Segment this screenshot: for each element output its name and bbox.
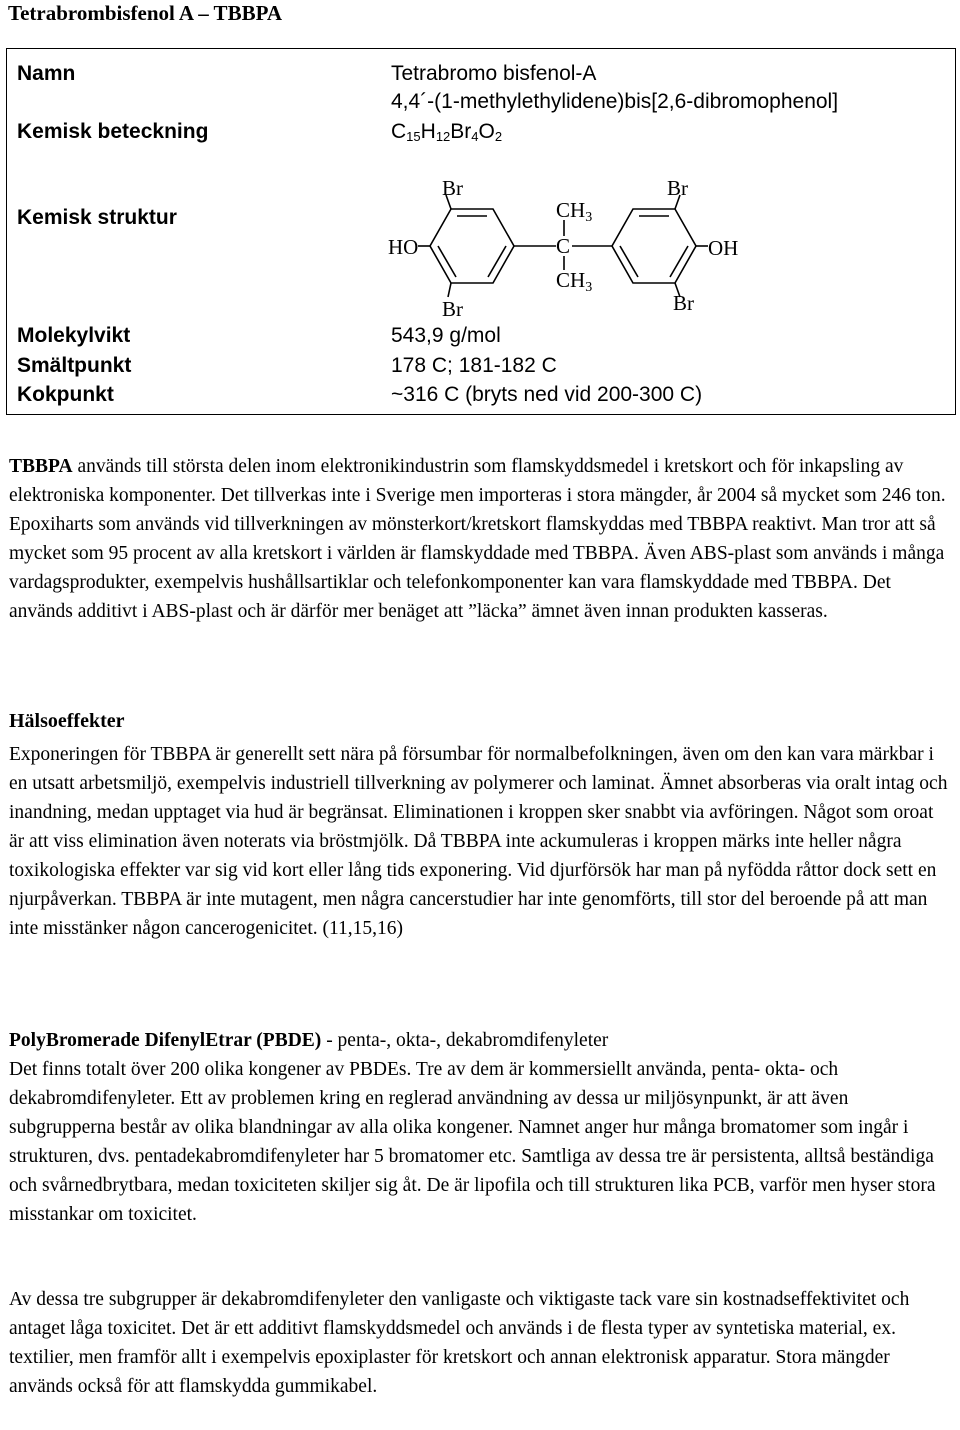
chemical-formula: $C_{15}H_{12}Br_4O_2$: [391, 120, 503, 144]
structure-label: Kemisk struktur: [17, 206, 177, 229]
atom-br-bottom-left: Br: [442, 297, 463, 321]
right-benzene-ring: [612, 209, 696, 283]
atom-ch3-bottom: CH3: [556, 268, 593, 295]
atom-ho: HO: [388, 235, 419, 259]
atom-ch3-top: CH3: [556, 198, 593, 225]
molecular-weight-value: 543,9 g/mol: [391, 324, 501, 347]
atom-br-top-left: Br: [442, 176, 463, 200]
atom-br-top-right: Br: [667, 176, 688, 200]
boiling-point-value: ~316 C (bryts ned vid 200-300 C): [391, 383, 703, 406]
pbde-heading: PolyBromerade DifenylEtrar (PBDE): [9, 1030, 322, 1051]
molecular-weight-label: Molekylvikt: [17, 324, 131, 347]
atom-br-bottom-right: Br: [673, 291, 694, 315]
intro-paragraph: TBBPA används till största delen inom elektronikindustrin som flamskyddsmedel i kretskort och för inkapsling av elektroniska komponenter. Det tillverkas inte i Sverige men importeras i stora mängder, år 2004 så mycket som 246 ton. Epoxiharts som används vid tillverkningen av mönsterkort/kretskort flamskyddas med TBBPA reaktivt. Man tror att så mycket som 95 procent av alla kretskort i världen är flamskyddade med TBBPA. Även ABS-plast som används i många vardagsprodukter, exempelvis hushållsartiklar och telefonkomponenter kan vara flamskyddade med TBBPA. Det används additivt i ABS-plast och är därför mer benäget att ”läcka” ämnet även innan produkten kasseras.: [9, 456, 946, 622]
chemical-label: Kemisk beteckning: [17, 120, 209, 143]
boiling-point-label: Kokpunkt: [17, 383, 114, 406]
name-value-common: Tetrabromo bisfenol-A: [391, 62, 597, 85]
document-title: Tetrabrombisfenol A – TBBPA: [8, 1, 283, 25]
tbbpa-structure-diagram: [386, 173, 766, 321]
melting-point-label: Smältpunkt: [17, 354, 132, 377]
intro-lead: TBBPA: [9, 456, 73, 477]
deka-paragraph: Av dessa tre subgrupper är dekabromdifenyleter den vanligaste och viktigaste tack vare sin kostnadseffektivitet och antaget låga toxicitet. Det är ett additivt flamskyddsmedel och används i de flesta typer av syntetiska material, ex. textilier, men framför allt i exempelvis epoxiplaster för kretskort och annan elektronisk apparatur. Stora mängder används också för att flamskydda gummikabel.: [9, 1289, 910, 1397]
melting-point-value: 178 C; 181-182 C: [391, 354, 557, 377]
atom-c-center: C: [556, 234, 571, 258]
left-benzene-ring: [430, 209, 514, 283]
pbde-paragraph: PolyBromerade DifenylEtrar (PBDE) - penta-, okta-, dekabromdifenyleter Det finns totalt över 200 olika kongener av PBDEs. Tre av dem är kommersiellt använda, penta- okta- och dekabromdifenyleter. Ett av problemen kring en reglerad användning av dessa ur miljösynpunkt, är att även subgrupperna består av olika blandningar av alla olika kongener. Namnet anger hur många bromatomer som ingår i strukturen, dvs. pentadekabromdifenyleter har 5 bromatomer etc. Samtliga av dessa tre är persistenta, alltså beständiga och svårnedbrytbara, medan toxiciteten skiljer sig åt. De är lipofila och till strukturen lika PCB, varför men hyser stora misstankar om toxicitet.: [9, 1030, 936, 1225]
health-paragraph: Exponeringen för TBBPA är generellt sett nära på försumbar för normalbefolkningen, även om den kan vara märkbar i en utsatt arbetsmiljö, exempelvis industriell tillverkning av polymerer och laminat. Ämnet absorberas via oralt intag och inandning, medan upptaget via hud är begränsat. Eliminationen i kroppen sker snabbt via avföringen. Något som oroat är att viss elimination även noterats via bröstmjölk. Då TBBPA inte ackumuleras i kroppen märks inte heller några toxikologiska effekter var sig vid kort eller lång tids exponering. Vid djurförsök har man på nyfödda råttor dock sett en njurpåverkan. TBBPA är inte mutagent, men några cancerstudier har inte genomförts, till stor del beroende på att man inte misstänker någon cancerogenicitet. (11,15,16): [9, 744, 948, 939]
name-label: Namn: [17, 62, 76, 85]
pbde-heading-tail: - penta-, okta-, dekabromdifenyleter: [321, 1030, 609, 1051]
health-heading: Hälsoeffekter: [9, 710, 125, 732]
atom-oh: OH: [708, 236, 739, 260]
name-value-iupac: 4,4´-(1-methylethylidene)bis[2,6-dibromophenol]: [391, 90, 839, 113]
